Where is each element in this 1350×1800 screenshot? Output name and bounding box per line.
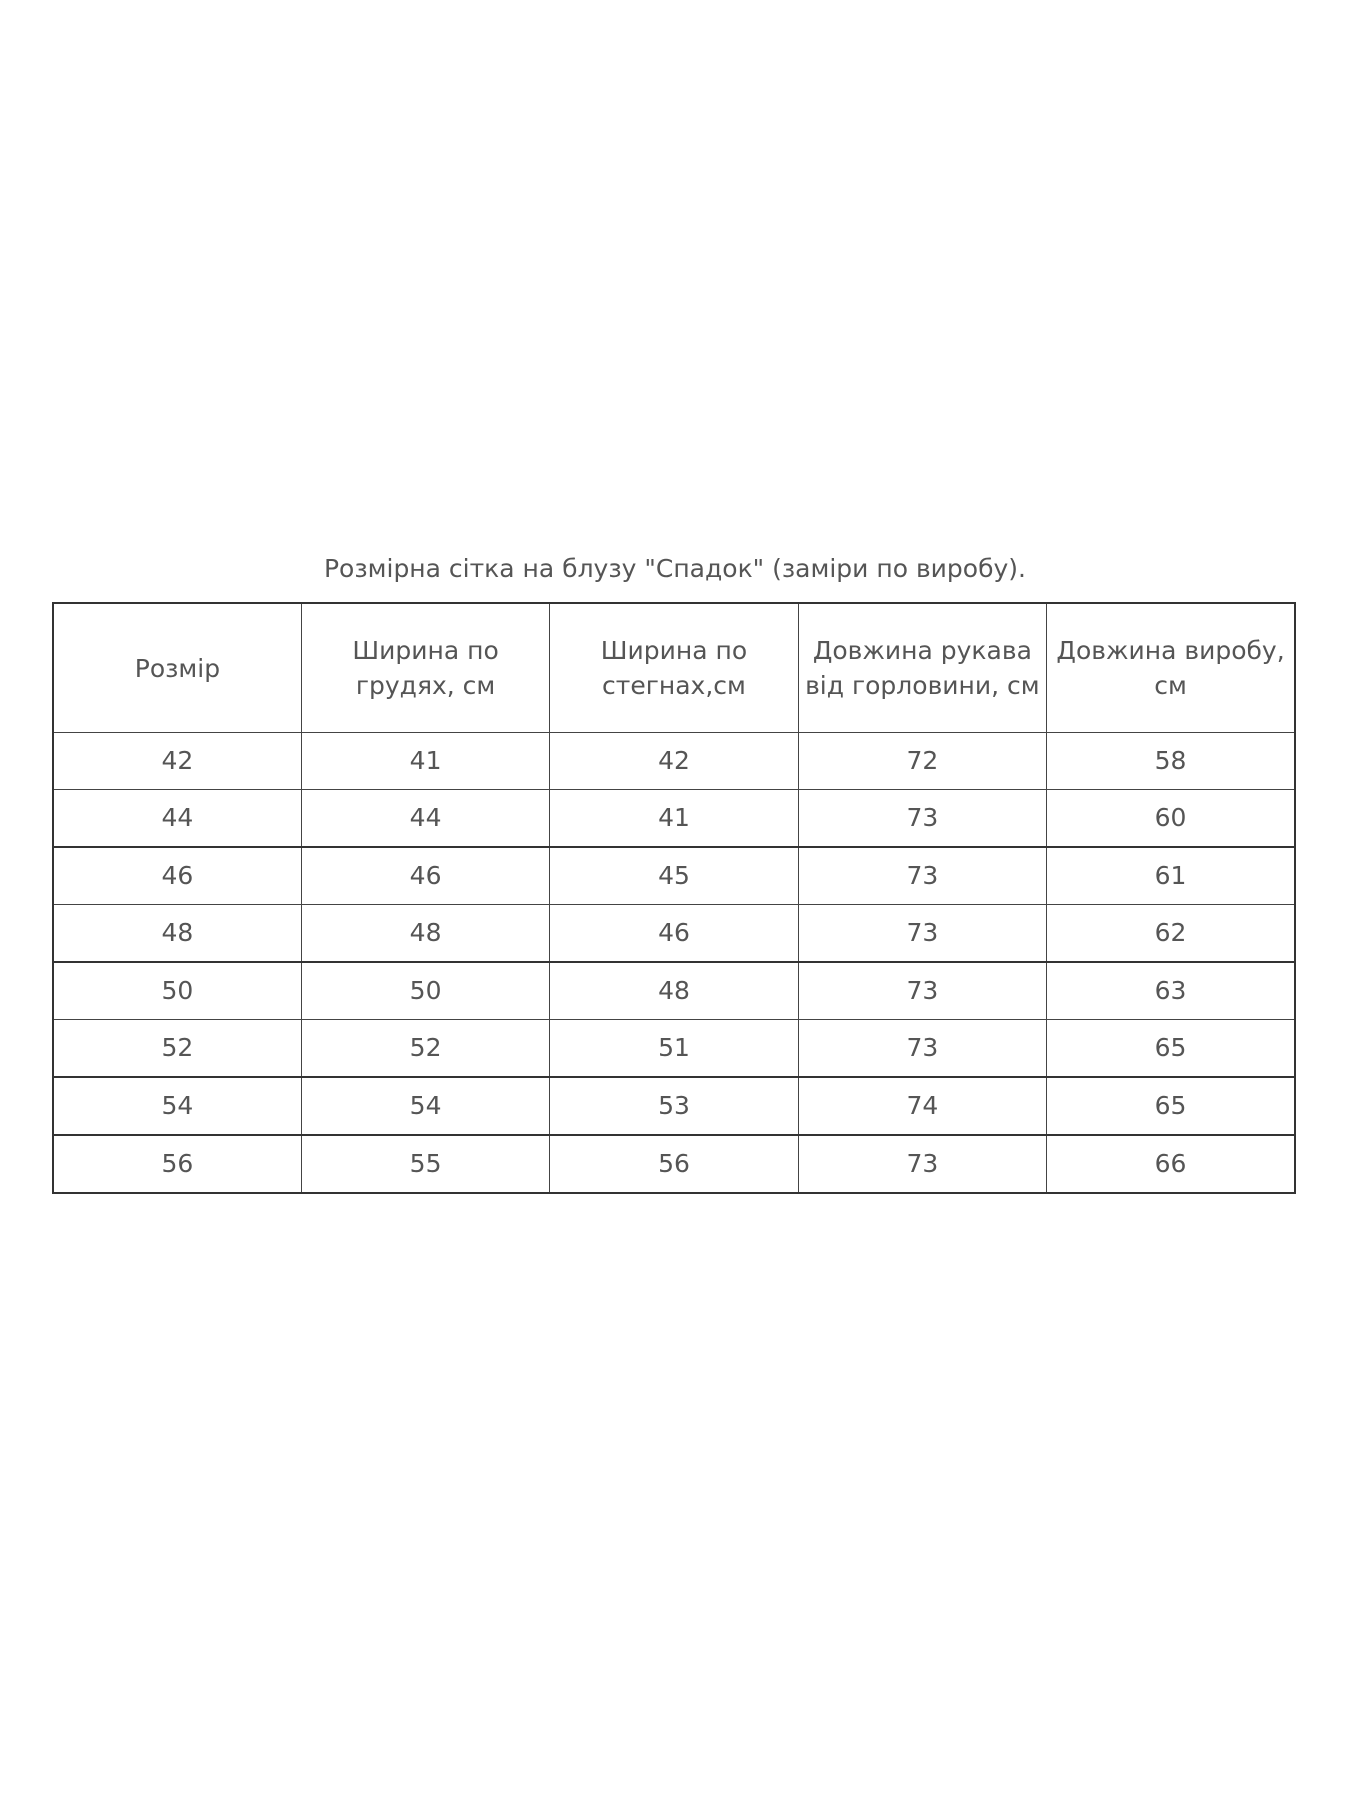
cell-size: 52 xyxy=(53,1020,301,1078)
header-hip-width: Ширина по стегнах,см xyxy=(550,603,798,733)
size-chart-table xyxy=(52,602,1296,1194)
cell-hip-width: 51 xyxy=(550,1020,798,1078)
cell-size: 46 xyxy=(53,847,301,905)
table-caption: Розмірна сітка на блузу "Спадок" (заміри по виробу). xyxy=(323,554,1027,583)
cell-garment-length: 66 xyxy=(1047,1135,1295,1193)
cell-chest-width: 44 xyxy=(301,790,549,848)
cell-size: 44 xyxy=(53,790,301,848)
cell-hip-width: 53 xyxy=(550,1077,798,1135)
cell-garment-length: 61 xyxy=(1047,847,1295,905)
table-row xyxy=(53,1077,1295,1135)
cell-hip-width: 42 xyxy=(550,733,798,790)
cell-size: 50 xyxy=(53,962,301,1020)
cell-sleeve-length: 73 xyxy=(798,1135,1046,1193)
cell-chest-width: 50 xyxy=(301,962,549,1020)
header-row xyxy=(53,603,1295,733)
cell-hip-width: 56 xyxy=(550,1135,798,1193)
cell-size: 54 xyxy=(53,1077,301,1135)
cell-hip-width: 46 xyxy=(550,905,798,963)
table-row xyxy=(53,847,1295,905)
cell-garment-length: 58 xyxy=(1047,733,1295,790)
cell-sleeve-length: 72 xyxy=(798,733,1046,790)
cell-size: 48 xyxy=(53,905,301,963)
cell-sleeve-length: 73 xyxy=(798,962,1046,1020)
table-row xyxy=(53,733,1295,790)
cell-hip-width: 45 xyxy=(550,847,798,905)
cell-sleeve-length: 73 xyxy=(798,1020,1046,1078)
cell-chest-width: 48 xyxy=(301,905,549,963)
cell-hip-width: 48 xyxy=(550,962,798,1020)
cell-size: 56 xyxy=(53,1135,301,1193)
cell-chest-width: 52 xyxy=(301,1020,549,1078)
cell-garment-length: 65 xyxy=(1047,1077,1295,1135)
header-chest-width: Ширина по грудях, см xyxy=(301,603,549,733)
cell-sleeve-length: 73 xyxy=(798,790,1046,848)
cell-chest-width: 46 xyxy=(301,847,549,905)
header-size: Розмір xyxy=(53,603,301,733)
table-row xyxy=(53,1135,1295,1193)
cell-chest-width: 54 xyxy=(301,1077,549,1135)
table-row xyxy=(53,905,1295,963)
header-sleeve-length: Довжина рукава від горловини, см xyxy=(798,603,1046,733)
cell-garment-length: 65 xyxy=(1047,1020,1295,1078)
cell-garment-length: 62 xyxy=(1047,905,1295,963)
table-row xyxy=(53,790,1295,848)
cell-hip-width: 41 xyxy=(550,790,798,848)
cell-chest-width: 41 xyxy=(301,733,549,790)
cell-sleeve-length: 74 xyxy=(798,1077,1046,1135)
cell-garment-length: 60 xyxy=(1047,790,1295,848)
cell-garment-length: 63 xyxy=(1047,962,1295,1020)
cell-sleeve-length: 73 xyxy=(798,905,1046,963)
cell-size: 42 xyxy=(53,733,301,790)
table-row xyxy=(53,1020,1295,1078)
cell-sleeve-length: 73 xyxy=(798,847,1046,905)
table-row xyxy=(53,962,1295,1020)
header-garment-length: Довжина виробу, см xyxy=(1047,603,1295,733)
cell-chest-width: 55 xyxy=(301,1135,549,1193)
